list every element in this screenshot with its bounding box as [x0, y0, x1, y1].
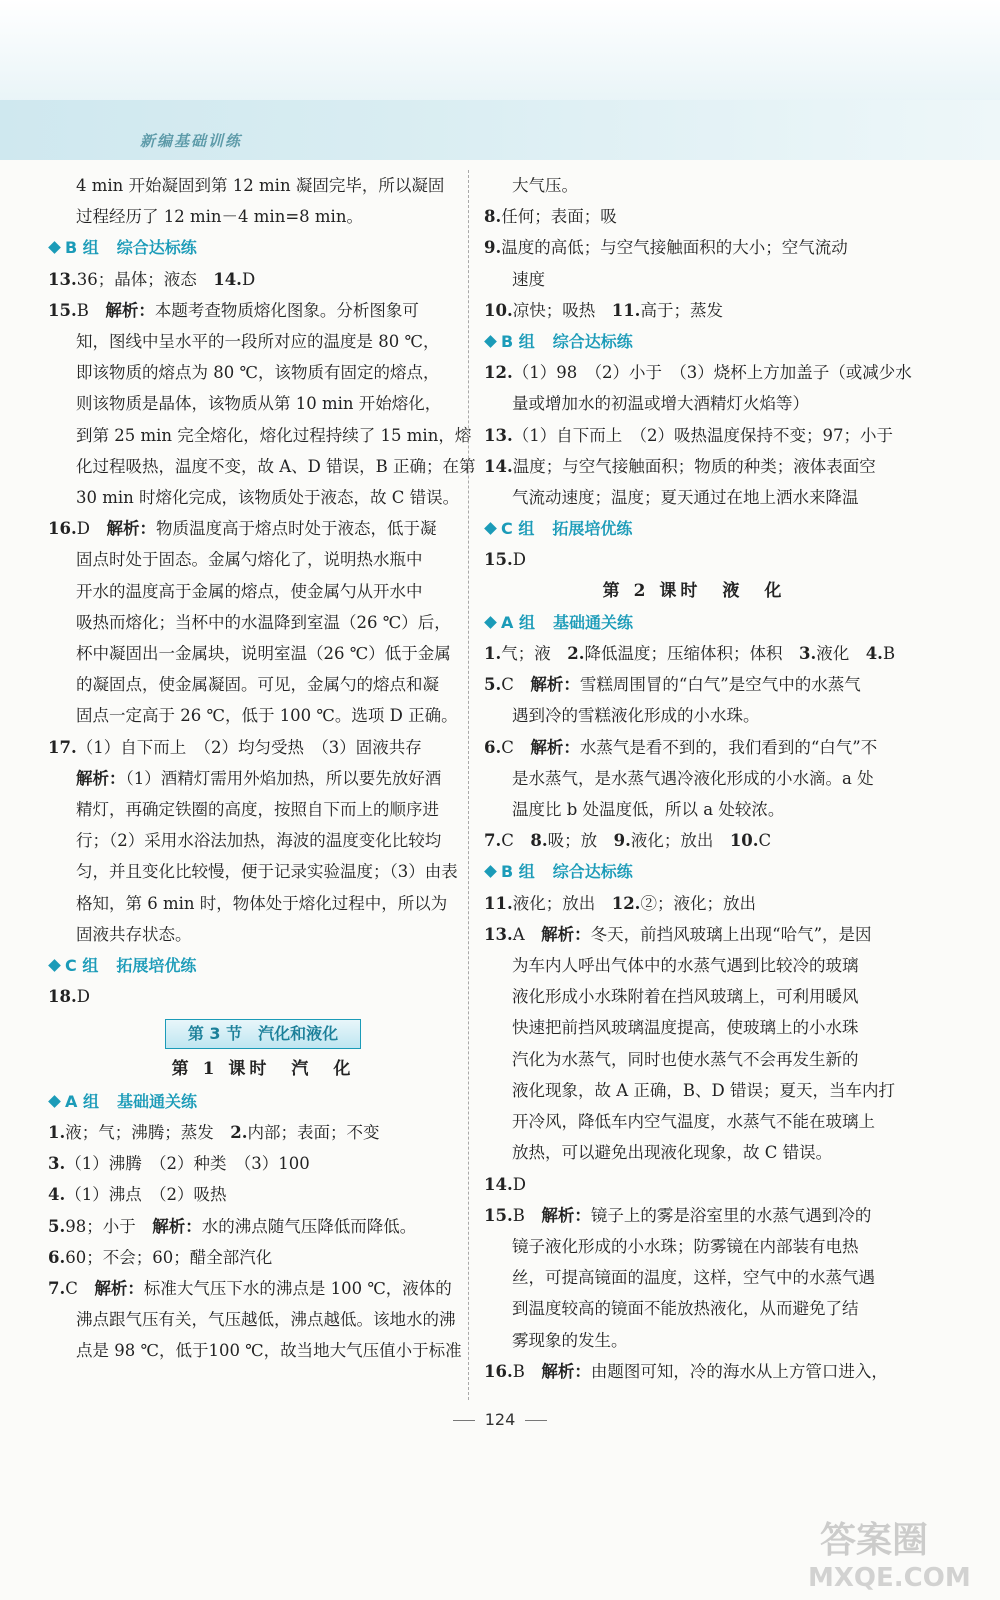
answer-text: B — [882, 644, 896, 664]
question-number: 14. — [484, 1174, 513, 1194]
answer-line — [484, 1169, 904, 1200]
answer-line — [484, 357, 912, 388]
group-title: 拓展培优练 — [116, 956, 197, 976]
answer-text: 水的沸点随气压降低而降低。 — [201, 1216, 417, 1236]
question-number: 12. — [484, 363, 513, 383]
analysis-label: 解析： — [530, 737, 580, 757]
answer-text: D — [241, 269, 256, 289]
question-number: 8. — [530, 831, 548, 851]
answer-text: 温度；与空气接触面积；物质的种类；液体表面空 — [512, 456, 876, 476]
group-heading — [484, 607, 904, 638]
answer-text: 气；液 — [501, 644, 568, 664]
analysis-label: 解析： — [105, 300, 155, 320]
answer-line — [484, 638, 904, 669]
question-number: 17. — [48, 737, 77, 757]
answer-line — [484, 981, 904, 1012]
answer-text: D — [76, 987, 90, 1007]
answer-line — [48, 607, 478, 638]
group-heading — [48, 1086, 478, 1117]
answer-line — [484, 1325, 904, 1356]
diamond-icon — [484, 522, 497, 535]
question-number: 6. — [48, 1247, 66, 1267]
answer-text: C — [65, 1278, 95, 1298]
answer-line — [48, 201, 478, 232]
answer-text: 水蒸气是看不到的，我们看到的“白气”不 — [579, 737, 878, 757]
answer-line — [484, 1044, 904, 1075]
question-number: 13. — [48, 269, 77, 289]
question-number: 5. — [484, 675, 502, 695]
answer-text: 液；气；沸腾；蒸发 — [65, 1122, 231, 1142]
answer-text: 温度比 b 处温度低，所以 a 处较浓。 — [512, 800, 785, 820]
group-heading — [48, 950, 478, 981]
answer-text: 开冷风，降低车内空气温度，水蒸气不能在玻璃上 — [512, 1112, 875, 1132]
answer-text: 到第 25 min 完全熔化，熔化过程持续了 15 min，熔 — [76, 425, 472, 445]
answer-line — [48, 482, 478, 513]
question-number: 4. — [48, 1185, 66, 1205]
answer-text: 则该物质是晶体，该物质从第 10 min 开始熔化， — [76, 394, 442, 414]
group-heading — [484, 513, 904, 544]
question-number: 2. — [567, 644, 585, 664]
answer-text: 液化形成小水珠附着在挡风玻璃上，可利用暖风 — [512, 987, 859, 1007]
answer-text: 点是 98 ℃，低于100 ℃，故当地大气压值小于标准 — [76, 1341, 462, 1361]
question-number: 7. — [48, 1278, 66, 1298]
group-name: B 组 — [65, 238, 99, 258]
answer-text: C — [758, 831, 772, 851]
section-heading-row — [48, 1012, 478, 1054]
answer-text: B — [76, 300, 106, 320]
answer-text: 降低温度；压缩体积；体积 — [584, 644, 799, 664]
answer-line — [48, 420, 478, 451]
answer-line — [484, 669, 904, 700]
answer-text: 杯中凝固出一金属块，说明室温（26 ℃）低于金属 — [76, 644, 451, 664]
diamond-icon — [484, 866, 497, 879]
answer-text: 30 min 时熔化完成，该物质处于液态，故 C 错误。 — [76, 488, 460, 508]
answer-text: （1）沸点 （2）吸热 — [65, 1185, 227, 1205]
question-number: 10. — [484, 300, 513, 320]
answer-text: 4 min 开始凝固到第 12 min 凝固完毕，所以凝固 — [76, 176, 445, 195]
answer-text: 匀，并且变化比较慢，便于记录实验温度；（3）由表 — [76, 862, 458, 882]
question-number: 13. — [484, 425, 513, 445]
question-number: 15. — [48, 300, 77, 320]
analysis-label: 解析： — [106, 519, 156, 539]
answer-line — [48, 856, 478, 887]
answer-line — [484, 482, 904, 513]
answer-line — [484, 1075, 904, 1106]
answer-line — [48, 700, 478, 731]
page-number — [0, 1410, 1000, 1429]
answer-line — [484, 732, 904, 763]
answer-line — [48, 919, 478, 950]
answer-text: 雾现象的发生。 — [512, 1330, 628, 1350]
page-dash-right — [525, 1420, 547, 1421]
question-number: 11. — [484, 893, 513, 913]
question-number: 15. — [484, 1205, 513, 1225]
answer-text: 丝，可提高镜面的温度，这样，空气中的水蒸气遇 — [512, 1268, 875, 1288]
answer-line — [484, 1231, 904, 1262]
answer-text: 过程经历了 12 min－4 min=8 min。 — [76, 207, 363, 227]
answer-line — [48, 264, 478, 295]
answer-line — [484, 295, 904, 326]
question-number: 2. — [230, 1122, 248, 1142]
question-number: 4. — [865, 644, 883, 664]
question-number: 3. — [798, 644, 817, 664]
answer-line — [484, 451, 904, 482]
analysis-label: 解析： — [152, 1216, 202, 1236]
diamond-icon — [48, 959, 61, 972]
answer-line — [484, 1356, 904, 1387]
answer-text: B — [512, 1361, 542, 1381]
question-number: 11. — [611, 300, 641, 320]
answer-line — [484, 1293, 904, 1324]
answer-text: 由题图可知，冷的海水从上方管口进入， — [590, 1361, 888, 1381]
answer-text: C — [501, 737, 531, 757]
question-number: 14. — [484, 456, 513, 476]
group-title: 基础通关练 — [552, 612, 633, 632]
question-number: 1. — [484, 644, 502, 664]
answer-text: 镜子上的雾是浴室里的水蒸气遇到冷的 — [590, 1205, 872, 1225]
question-number: 18. — [48, 987, 77, 1007]
question-number: 12. — [611, 893, 641, 913]
answer-text: 是水蒸气，是水蒸气遇冷液化形成的小水滴。a 处 — [512, 768, 874, 788]
answer-text: B — [512, 1205, 542, 1225]
group-title: 拓展培优练 — [552, 519, 633, 539]
answer-text: 固液共存状态。 — [76, 924, 192, 944]
answer-line — [484, 700, 904, 731]
answer-text: 固点时处于固态。金属勺熔化了，说明热水瓶中 — [76, 550, 423, 570]
group-heading — [484, 326, 904, 357]
answer-text: （1）98 （2）小于 （3）烧杯上方加盖子（或减少水 — [512, 363, 912, 383]
answer-line — [484, 1200, 904, 1231]
page-dash-left — [453, 1420, 475, 1421]
answer-text: 雪糕周围冒的“白气”是空气中的水蒸气 — [579, 675, 861, 695]
group-name: C 组 — [65, 956, 99, 976]
lesson-title: 第 1 课时 汽 化 — [171, 1059, 355, 1080]
answer-line — [48, 1242, 478, 1273]
analysis-label: 解析： — [76, 768, 126, 788]
answer-text: 到温度较高的镜面不能放热液化，从而避免了结 — [512, 1299, 859, 1319]
question-number: 15. — [484, 550, 513, 570]
answer-line — [484, 232, 904, 263]
answer-line — [484, 794, 904, 825]
group-heading — [48, 232, 478, 263]
group-title: 综合达标练 — [552, 862, 633, 882]
answer-line — [48, 388, 478, 419]
answer-text: 液化；放出 — [512, 893, 612, 913]
answer-line — [48, 981, 478, 1012]
answer-line — [484, 1106, 904, 1137]
group-name: A 组 — [501, 612, 535, 632]
answer-text: 吸热而熔化；当杯中的水温降到室温（26 ℃）后， — [76, 612, 451, 632]
right-column — [484, 170, 912, 1387]
answer-line — [484, 201, 904, 232]
answer-line — [484, 1262, 904, 1293]
answer-line — [48, 1117, 478, 1148]
group-title: 基础通关练 — [116, 1091, 197, 1111]
answer-text: 化过程吸热，温度不变，故 A、D 错误，B 正确；在第 — [76, 456, 476, 476]
answer-text: D — [512, 550, 526, 570]
answer-text: A — [512, 924, 542, 944]
column-divider — [468, 170, 469, 1400]
analysis-label: 解析： — [530, 675, 580, 695]
answer-line — [48, 1148, 478, 1179]
analysis-label: 解析： — [541, 1205, 591, 1225]
answer-text: 内部；表面；不变 — [247, 1122, 380, 1142]
answer-text: 开水的温度高于金属的熔点，使金属勺从开水中 — [76, 581, 423, 601]
answer-text: D — [512, 1174, 526, 1194]
answer-text: 36；晶体；液态 — [76, 269, 214, 289]
question-number: 5. — [48, 1216, 66, 1236]
answer-text: 格知，第 6 min 时，物体处于熔化过程中，所以为 — [76, 893, 448, 913]
section-heading: 第 3 节 汽化和液化 — [165, 1019, 361, 1049]
answer-text: 标准大气压下水的沸点是 100 ℃，液体的 — [143, 1278, 452, 1298]
answer-text: 精灯，再确定铁圈的高度，按照自下而上的顺序进 — [76, 800, 439, 820]
answer-text: C — [501, 675, 531, 695]
answer-line — [484, 1137, 904, 1168]
answer-line — [48, 576, 478, 607]
group-name: C 组 — [501, 519, 535, 539]
question-number: 8. — [484, 207, 502, 227]
answer-text: 物质温度高于熔点时处于液态，低于凝 — [155, 519, 437, 539]
question-number: 1. — [48, 1122, 66, 1142]
answer-line — [48, 357, 478, 388]
answer-text: C — [501, 831, 531, 851]
question-number: 6. — [484, 737, 502, 757]
answer-line — [48, 638, 478, 669]
page-number-text: 124 — [484, 1410, 516, 1429]
answer-line — [484, 1012, 904, 1043]
answer-text: 即该物质的熔点为 80 ℃，该物质有固定的熔点， — [76, 363, 440, 383]
question-number: 9. — [484, 238, 502, 258]
answer-text: 量或增加水的初温或增大酒精灯火焰等） — [512, 394, 809, 414]
question-number: 7. — [484, 831, 502, 851]
answer-text: 98；小于 — [65, 1216, 153, 1236]
answer-line — [48, 326, 478, 357]
watermark-text: 答案圈 — [820, 1520, 929, 1561]
answer-line — [48, 1211, 478, 1242]
answer-text: 本题考查物质熔化图象。分析图象可 — [154, 300, 419, 320]
answer-line — [48, 451, 478, 482]
answer-text: 60；不会；60；醋全部汽化 — [65, 1247, 273, 1267]
answer-text: 凉快；吸热 — [512, 300, 612, 320]
answer-line — [484, 170, 904, 201]
answer-line — [48, 1273, 478, 1304]
diamond-icon — [484, 335, 497, 348]
answer-line — [48, 513, 478, 544]
answer-line — [484, 888, 904, 919]
answer-line — [48, 295, 478, 326]
answer-line — [484, 544, 904, 575]
answer-text: 高于；蒸发 — [640, 300, 723, 320]
answer-line — [48, 732, 478, 763]
group-name: A 组 — [65, 1091, 99, 1111]
answer-text: 液化 — [816, 644, 866, 664]
group-title: 综合达标练 — [552, 332, 633, 352]
answer-line — [484, 919, 904, 950]
answer-text: 吸；放 — [547, 831, 614, 851]
group-name: B 组 — [501, 862, 535, 882]
answer-line — [48, 794, 478, 825]
group-title: 综合达标练 — [116, 238, 197, 258]
answer-line — [484, 763, 904, 794]
analysis-label: 解析： — [541, 924, 591, 944]
answer-text: 放热，可以避免出现液化现象，故 C 错误。 — [512, 1143, 833, 1163]
answer-text: 气流动速度；温度；夏天通过在地上洒水来降温 — [512, 488, 859, 508]
answer-text: 快速把前挡风玻璃温度提高，使玻璃上的小水珠 — [512, 1018, 859, 1038]
answer-text: 遇到冷的雪糕液化形成的小水珠。 — [512, 706, 760, 726]
answer-line — [484, 388, 904, 419]
answer-line — [48, 825, 478, 856]
watermark-logo — [800, 1510, 990, 1590]
answer-line — [48, 170, 478, 201]
answer-text: （1）自下而上 （2）吸热温度保持不变；97；小于 — [512, 425, 893, 445]
answer-text: 的凝固点，使金属凝固。可见，金属勺的熔点和凝 — [76, 675, 439, 695]
answer-text: 速度 — [512, 269, 545, 289]
analysis-label: 解析： — [541, 1361, 591, 1381]
lesson-title: 第 2 课时 液 化 — [602, 580, 786, 601]
answer-text: 液化；放出 — [630, 831, 730, 851]
question-number: 16. — [48, 519, 77, 539]
answer-line — [484, 825, 904, 856]
answer-line — [48, 544, 478, 575]
diamond-icon — [48, 1095, 61, 1108]
answer-text: 行；（2）采用水浴法加热，海波的温度变化比较均 — [76, 831, 442, 851]
question-number: 13. — [484, 924, 513, 944]
answer-line — [484, 950, 904, 981]
answer-text: D — [76, 519, 107, 539]
answer-line — [484, 264, 904, 295]
answer-text: 沸点跟气压有关，气压越低，沸点越低。该地水的沸 — [76, 1310, 456, 1330]
question-number: 10. — [729, 831, 759, 851]
left-column — [48, 170, 478, 1367]
diamond-icon — [484, 616, 497, 629]
answer-text: 液化现象，故 A 正确，B、D 错误；夏天，当车内打 — [512, 1080, 896, 1100]
answer-text: （1）沸腾 （2）种类 （3）100 — [65, 1154, 310, 1174]
answer-text: 固点一定高于 26 ℃，低于 100 ℃。选项 D 正确。 — [76, 706, 458, 726]
answer-line — [48, 1179, 478, 1210]
answer-text: （1）自下而上 （2）均匀受热 （3）固液共存 — [76, 737, 422, 757]
group-heading — [484, 856, 904, 887]
answer-text: 冬天，前挡风玻璃上出现“哈气”，是因 — [590, 924, 872, 944]
question-number: 14. — [213, 269, 242, 289]
answer-text: 任何；表面；吸 — [501, 207, 617, 227]
answer-text: 为车内人呼出气体中的水蒸气遇到比较冷的玻璃 — [512, 956, 859, 976]
answer-text: 大气压。 — [512, 176, 578, 195]
answer-line — [48, 1304, 478, 1335]
analysis-label: 解析： — [94, 1278, 144, 1298]
answer-line — [48, 1335, 478, 1366]
answer-line — [48, 763, 478, 794]
question-number: 3. — [48, 1154, 66, 1174]
answer-text: 汽化为水蒸气，同时也使水蒸气不会再发生新的 — [512, 1049, 859, 1069]
group-name: B 组 — [501, 332, 535, 352]
answer-text: （1）酒精灯需用外焰加热，所以要先放好酒 — [125, 768, 442, 788]
question-number: 16. — [484, 1361, 513, 1381]
answer-line — [484, 420, 904, 451]
answer-text: 知，图线中呈水平的一段所对应的温度是 80 ℃， — [76, 332, 440, 352]
answer-line — [48, 669, 478, 700]
answer-text: ②；液化；放出 — [640, 893, 756, 913]
diamond-icon — [48, 242, 61, 255]
answer-text: 温度的高低；与空气接触面积的大小；空气流动 — [501, 238, 848, 258]
answer-text: 镜子液化形成的小水珠；防雾镜在内部装有电热 — [512, 1236, 859, 1256]
question-number: 9. — [613, 831, 631, 851]
answer-line — [48, 888, 478, 919]
book-title: 新编基础训练 — [140, 132, 243, 150]
watermark-sub: MXQE.COM — [808, 1563, 971, 1590]
